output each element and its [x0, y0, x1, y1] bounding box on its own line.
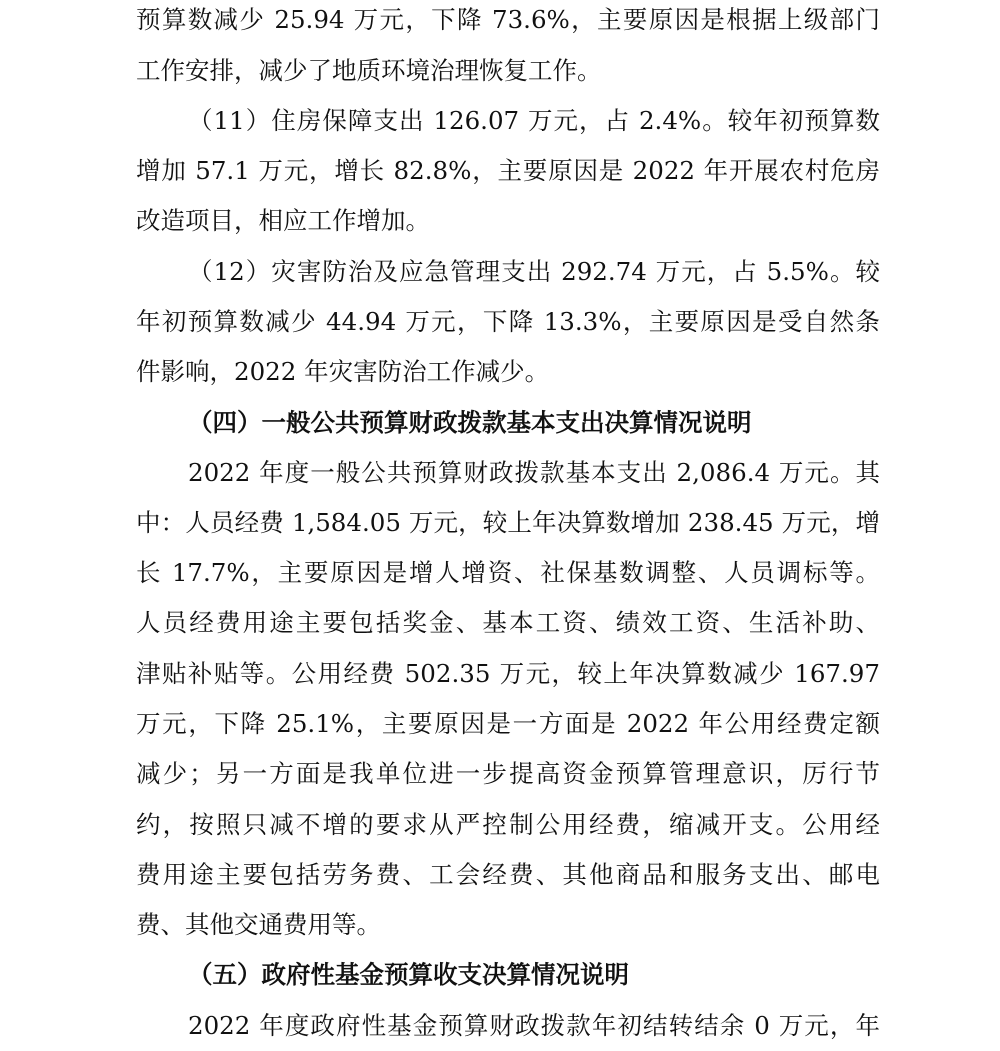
- section-heading: （五）政府性基金预算收支决算情况说明: [188, 960, 629, 989]
- text-line: 年初预算数减少 44.94 万元，下降 13.3%，主要原因是受自然条: [136, 307, 880, 336]
- text-line: 万元，下降 25.1%，主要原因是一方面是 2022 年公用经费定额: [136, 709, 880, 738]
- paragraph-start-line: （12）灾害防治及应急管理支出 292.74 万元，占 5.5%。较: [188, 257, 880, 286]
- text-line: 减少；另一方面是我单位进一步提高资金预算管理意识，厉行节: [136, 759, 880, 788]
- paragraph-start-line: （11）住房保障支出 126.07 万元，占 2.4%。较年初预算数: [188, 106, 880, 135]
- text-line: 预算数减少 25.94 万元，下降 73.6%，主要原因是根据上级部门: [136, 5, 880, 34]
- paragraph-start-line: 2022 年度一般公共预算财政拨款基本支出 2,086.4 万元。其: [188, 458, 880, 487]
- text-line: 费用途主要包括劳务费、工会经费、其他商品和服务支出、邮电: [136, 860, 880, 889]
- text-line: 件影响，2022 年灾害防治工作减少。: [136, 357, 550, 386]
- text-line: 人员经费用途主要包括奖金、基本工资、绩效工资、生活补助、: [136, 608, 880, 637]
- text-line: 中：人员经费 1,584.05 万元，较上年决算数增加 238.45 万元，增: [136, 508, 880, 537]
- section-heading: （四）一般公共预算财政拨款基本支出决算情况说明: [188, 408, 752, 437]
- text-line: 约，按照只减不增的要求从严控制公用经费，缩减开支。公用经: [136, 810, 880, 839]
- text-line: 增加 57.1 万元，增长 82.8%，主要原因是 2022 年开展农村危房: [136, 156, 880, 185]
- text-line: 长 17.7%，主要原因是增人增资、社保基数调整、人员调标等。: [136, 558, 880, 587]
- text-line: 津贴补贴等。公用经费 502.35 万元，较上年决算数减少 167.97: [136, 659, 880, 688]
- text-line: 改造项目，相应工作增加。: [136, 206, 430, 235]
- text-line: 费、其他交通费用等。: [136, 910, 381, 939]
- paragraph-start-line: 2022 年度政府性基金预算财政拨款年初结转结余 0 万元，年: [188, 1011, 880, 1040]
- text-line: 工作安排，减少了地质环境治理恢复工作。: [136, 56, 602, 85]
